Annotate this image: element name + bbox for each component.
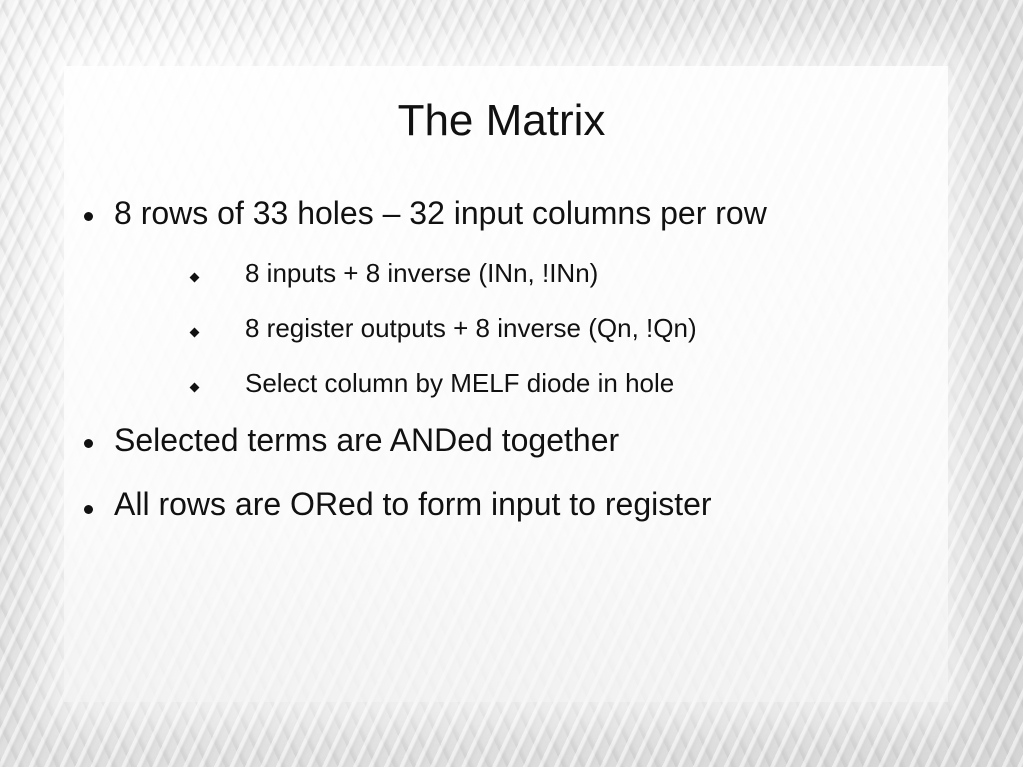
- bullet-text-3: 8 register outputs + 8 inverse (Qn, !Qn): [245, 313, 697, 343]
- bullet-text-1: 8 rows of 33 holes – 32 input columns per row: [114, 195, 767, 231]
- diamond-bullet-icon: [190, 328, 200, 338]
- bullet-text-4: Select column by MELF diode in hole: [245, 368, 675, 398]
- bullet-text-2: 8 inputs + 8 inverse (INn, !INn): [245, 258, 599, 288]
- round-bullet-icon: [84, 439, 93, 448]
- diamond-bullet-icon: [190, 273, 200, 283]
- bullet-text-6: All rows are ORed to form input to register: [114, 486, 712, 522]
- bullet-text-5: Selected terms are ANDed together: [114, 422, 620, 458]
- slide-title: The Matrix: [397, 96, 606, 145]
- diamond-bullet-icon: [190, 383, 200, 393]
- round-bullet-icon: [84, 505, 93, 514]
- round-bullet-icon: [84, 212, 93, 221]
